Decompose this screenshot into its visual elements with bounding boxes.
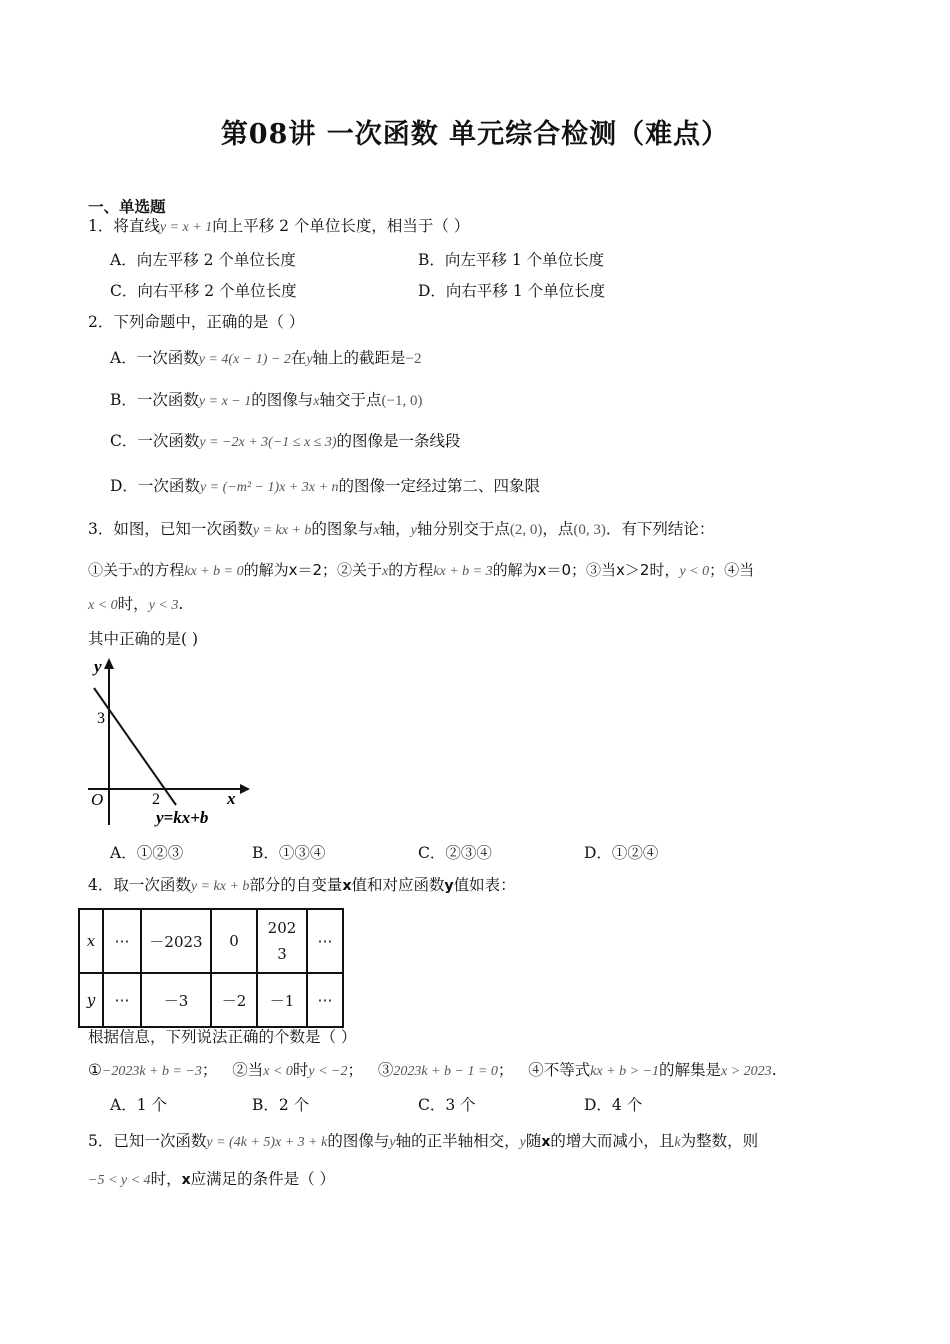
q4-s3-post: ； [497, 1061, 514, 1079]
question-2-stem: 2．下列命题中，正确的是（ ） [88, 313, 305, 331]
q5-l1-post: 为整数，则 [680, 1132, 759, 1150]
q2a-post: 轴上的截距是 [312, 349, 406, 367]
table-row [79, 909, 343, 973]
table-cell: x [79, 909, 103, 973]
q3-l2-f: 的解为 [492, 561, 538, 579]
q4-stem-x: x [342, 878, 352, 894]
graph-y-tick-label: 3 [97, 710, 105, 727]
y-axis-arrow-icon [104, 658, 114, 669]
table-cell: －3 [141, 973, 211, 1027]
q3-option-a[interactable]: A．①②③ [110, 844, 184, 862]
q5-l1-mid: 的图像与 [327, 1132, 390, 1150]
q3-option-b[interactable]: B．①③④ [252, 844, 326, 862]
x-axis-arrow-icon [240, 784, 250, 794]
question-4-statements [88, 1059, 777, 1083]
q3-l1-var2: y [410, 523, 417, 538]
question-3-line-1 [88, 518, 714, 542]
table-cell-line: 202 [267, 919, 297, 937]
q4-value-table [78, 908, 344, 1028]
table-cell: －2023 [141, 909, 211, 973]
question-4-prompt: 根据信息，下列说法正确的个数是（ ） [88, 1028, 357, 1046]
q3-l1-pt2: (0, 3) [573, 522, 606, 538]
q3-l3-e2: y < 3 [148, 598, 179, 613]
q5-l2-x: x [181, 1172, 191, 1188]
graph-x-tick-label: 2 [152, 791, 160, 808]
table-row [79, 973, 343, 1027]
q3-option-d[interactable]: D．①②④ [584, 844, 659, 862]
q3-l2-s2: x＝0 [537, 561, 572, 579]
table-cell: ⋯ [307, 909, 343, 973]
q4-s2-pre: ②当 [232, 1061, 264, 1079]
q3-l2-s1: x＝2 [288, 561, 323, 579]
q5-l1-mid3: 随 [525, 1132, 542, 1150]
table-cell [257, 909, 307, 973]
q4-s4-e2: x > 2023 [721, 1064, 772, 1079]
q2c-post: 的图像是一条线段 [336, 432, 461, 450]
q5-l1-x: x [541, 1134, 551, 1150]
q2b-mid: 的图像与 [251, 391, 314, 409]
q3-l2-e: 的方程 [388, 561, 434, 579]
q3-l3-e1: x < 0 [88, 598, 118, 613]
q1-option-b[interactable]: B．向左平移 1 个单位长度 [418, 251, 605, 269]
q4-stem-pre: 4．取一次函数 [88, 876, 191, 894]
q4-stem-post: 值如表： [453, 876, 516, 894]
q3-l2-a: ①关于 [88, 561, 134, 579]
q5-l1-var2: y [519, 1135, 526, 1150]
q4-s1-expr: −2023k + b = −3 [101, 1064, 202, 1079]
q3-l1-mid2: 轴， [379, 520, 411, 538]
q4-s2-e1: x < 0 [263, 1064, 293, 1079]
q3-function-graph [80, 655, 260, 830]
q3-l1-pre: 3．如图，已知一次函数 [88, 520, 253, 538]
q5-l1-var: y [389, 1135, 396, 1150]
q2c-pre: C．一次函数 [110, 432, 200, 450]
graph-line-label: y=kx+b [156, 808, 209, 827]
q5-l2-expr: −5 < y < 4 [88, 1173, 151, 1188]
table-cell: y [79, 973, 103, 1027]
page-title: 第08讲 一次函数 单元综合检测（难点） [220, 119, 730, 150]
q3-l1-mid3: 轴分别交于点 [416, 520, 510, 538]
q5-l1-expr: y = (4k + 5)x + 3 + k [206, 1135, 328, 1150]
q2a-val: −2 [405, 351, 422, 367]
q5-l1-k: k [674, 1135, 681, 1150]
q3-l2-e2: kx + b = 3 [433, 564, 493, 579]
q4-stem-y: y [444, 878, 454, 894]
q3-l2-v2: x [382, 564, 389, 579]
q4-stem-mid: 部分的自变量 [249, 876, 343, 894]
q3-l3-a: 时， [117, 595, 149, 613]
q4-s3-expr: 2023k + b − 1 = 0 [393, 1064, 498, 1079]
q4-stem-mid2: 值和对应函数 [351, 876, 445, 894]
q3-l2-e3: y < 0 [679, 564, 710, 579]
q1-option-d[interactable]: D．向右平移 1 个单位长度 [418, 282, 606, 300]
table-cell: ⋯ [103, 909, 141, 973]
q2b-post: 轴交于点 [319, 391, 382, 409]
q3-option-c[interactable]: C．②③④ [418, 844, 492, 862]
q4-s4-mid: 的解集是 [659, 1061, 722, 1079]
q2b-var: x [313, 394, 320, 409]
q2-option-a[interactable] [110, 347, 422, 371]
q4-option-d[interactable]: D．4 个 [584, 1096, 643, 1114]
q2a-mid: 在 [290, 349, 307, 367]
question-4-stem [88, 874, 516, 898]
table-cell: 0 [211, 909, 257, 973]
q3-l2-e1: kx + b = 0 [184, 564, 244, 579]
q1-stem-pre: 1．将直线 [88, 217, 160, 235]
question-3-line-2 [88, 559, 754, 583]
q2-option-d[interactable] [110, 475, 540, 499]
q3-l2-c: 的解为 [243, 561, 289, 579]
q5-l1-mid4: 的增大而减小，且 [550, 1132, 675, 1150]
q3-l1-pt1: (2, 0) [509, 522, 543, 538]
q1-option-c[interactable]: C．向右平移 2 个单位长度 [110, 282, 297, 300]
q4-s1-post: ； [201, 1061, 218, 1079]
q4-s4-post: . [771, 1061, 777, 1079]
q2a-expr: y = 4(x − 1) − 2 [198, 352, 291, 367]
q1-option-a[interactable]: A．向左平移 2 个单位长度 [110, 251, 296, 269]
question-5-line-1 [88, 1130, 758, 1154]
q3-l3-b: . [178, 595, 184, 613]
q2-option-b[interactable] [110, 389, 422, 413]
q5-l2-post: 应满足的条件是（ ） [190, 1170, 336, 1188]
q2d-pre: D．一次函数 [110, 477, 200, 495]
q4-s3-pre: ③ [377, 1061, 394, 1079]
q2d-post: 的图像一定经过第二、四象限 [338, 477, 540, 495]
q4-option-c[interactable]: C．3 个 [418, 1096, 476, 1114]
graph-y-label: y [94, 657, 102, 676]
question-1-stem [88, 215, 469, 239]
graph-x-label: x [227, 789, 236, 808]
q2d-expr: y = (−m² − 1)x + 3x + n [199, 480, 339, 495]
q1-stem-post: 向上平移 2 个单位长度，相当于（ ） [212, 217, 470, 235]
q5-l2-mid: 时， [150, 1170, 182, 1188]
q2-option-c[interactable] [110, 430, 461, 454]
q2b-point: (−1, 0) [381, 393, 423, 409]
q3-l2-v1: x [133, 564, 140, 579]
q3-l2-b: 的方程 [139, 561, 185, 579]
q1-expr: y = x + 1 [159, 220, 213, 235]
q4-s4-e1: kx + b > −1 [590, 1064, 659, 1079]
q4-s1-pre: ① [88, 1061, 102, 1079]
q4-s4-pre: ④不等式 [528, 1061, 591, 1079]
table-cell: －2 [211, 973, 257, 1027]
q2b-pre: B．一次函数 [110, 391, 199, 409]
q3-l1-post: ．有下列结论： [605, 520, 715, 538]
q3-l2-h: 时， [649, 561, 680, 579]
q3-l1-mid: 的图象与 [311, 520, 374, 538]
q3-l2-i: ；④当 [709, 561, 755, 579]
question-3-line-3 [88, 593, 183, 617]
q2b-expr: y = x − 1 [198, 394, 252, 409]
q5-l1-mid2: 轴的正半轴相交， [395, 1132, 520, 1150]
q3-l2-s3: x＞2 [616, 561, 650, 579]
q3-l2-g: ；③当 [571, 561, 617, 579]
table-cell: －1 [257, 973, 307, 1027]
table-cell: ⋯ [307, 973, 343, 1027]
q3-l1-mid4: ，点 [542, 520, 574, 538]
q4-s2-post: ； [347, 1061, 364, 1079]
q2c-expr: y = −2x + 3(−1 ≤ x ≤ 3) [199, 435, 337, 450]
q4-s2-mid: 时 [292, 1061, 309, 1079]
q4-option-a[interactable]: A．1 个 [110, 1096, 167, 1114]
q4-stem-expr: y = kx + b [190, 879, 250, 894]
q3-l2-d: ；②关于 [322, 561, 383, 579]
q2a-pre: A．一次函数 [110, 349, 199, 367]
q4-option-b[interactable]: B．2 个 [252, 1096, 310, 1114]
section-heading: 一、单选题 [88, 197, 166, 216]
graph-origin-label: O [91, 790, 104, 809]
question-5-line-2 [88, 1168, 335, 1192]
table-cell-line: 3 [277, 945, 287, 963]
table-cell: ⋯ [103, 973, 141, 1027]
q3-l1-expr: y = kx + b [252, 523, 312, 538]
q5-l1-pre: 5．已知一次函数 [88, 1132, 207, 1150]
q3-l1-var1: x [373, 523, 380, 538]
question-3-prompt: 其中正确的是( ) [88, 630, 199, 648]
q2a-var: y [306, 352, 313, 367]
function-line [94, 688, 176, 805]
q4-s2-e2: y < −2 [308, 1064, 348, 1079]
